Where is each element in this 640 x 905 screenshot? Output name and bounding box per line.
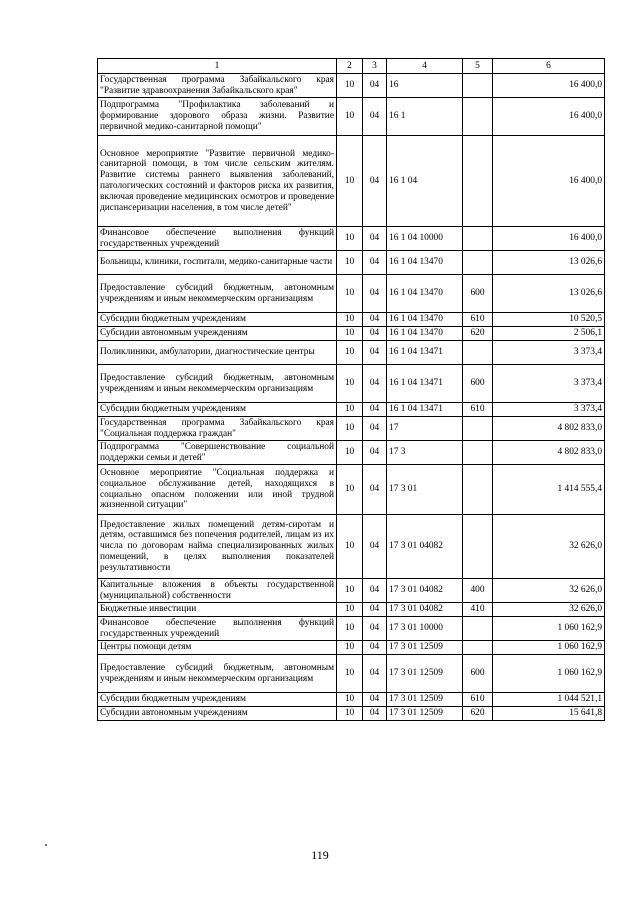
amount-cell: 1 044 521,1 <box>493 693 605 707</box>
table-row <box>98 707 605 721</box>
section-cell: 10 <box>337 707 363 721</box>
subsection-cell: 04 <box>363 655 387 693</box>
subsection-cell: 04 <box>363 341 387 365</box>
column-header: 2 <box>337 59 363 74</box>
target-code-cell: 17 3 <box>387 441 463 465</box>
section-cell: 10 <box>337 515 363 579</box>
subsection-cell: 04 <box>363 707 387 721</box>
expense-type-cell <box>463 441 493 465</box>
section-cell: 10 <box>337 579 363 603</box>
table-header <box>98 59 605 74</box>
expense-type-cell <box>463 251 493 275</box>
amount-cell: 32 626,0 <box>493 603 605 617</box>
table-row <box>98 417 605 441</box>
amount-cell: 1 060 162,9 <box>493 617 605 641</box>
name-cell: Центры помощи детям <box>98 641 337 655</box>
section-cell: 10 <box>337 403 363 417</box>
table-row <box>98 465 605 515</box>
section-cell: 10 <box>337 341 363 365</box>
name-cell: Предоставление жилых помещений детям-сиротам и детям, оставшимся без попечения родителей, лицам из их числа по договорам найма специализированных жилых помещений, в целях выполнения показателей результативности <box>98 515 337 579</box>
name-cell: Больницы, клиники, госпитали, медико-санитарные части <box>98 251 337 275</box>
expense-type-cell <box>463 417 493 441</box>
target-code-cell: 16 1 04 13471 <box>387 403 463 417</box>
name-cell: Государственная программа Забайкальского края "Развитие здравоохранения Забайкальского края" <box>98 74 337 98</box>
section-cell: 10 <box>337 617 363 641</box>
table-row <box>98 655 605 693</box>
expense-type-cell: 600 <box>463 365 493 403</box>
name-cell: Предоставление субсидий бюджетным, автономным учреждениям и иным некоммерческим организациям <box>98 655 337 693</box>
target-code-cell: 17 3 01 04082 <box>387 603 463 617</box>
amount-cell: 16 400,0 <box>493 136 605 227</box>
name-cell: Государственная программа Забайкальского края "Социальная поддержка граждан" <box>98 417 337 441</box>
expense-type-cell <box>463 136 493 227</box>
subsection-cell: 04 <box>363 579 387 603</box>
section-cell: 10 <box>337 441 363 465</box>
subsection-cell: 04 <box>363 136 387 227</box>
name-cell: Основное мероприятие "Развитие первичной медико-санитарной помощи, в том числе сельским жителям. Развитие системы раннего выявления заболеваний, патологических состояний и факторов риска их развития, включая проведение медицинских осмотров и проведение диспансеризации населения, в том числе детей" <box>98 136 337 227</box>
subsection-cell: 04 <box>363 515 387 579</box>
subsection-cell: 04 <box>363 403 387 417</box>
amount-cell: 32 626,0 <box>493 579 605 603</box>
subsection-cell: 04 <box>363 74 387 98</box>
column-header: 6 <box>493 59 605 74</box>
target-code-cell: 16 1 04 10000 <box>387 227 463 251</box>
section-cell: 10 <box>337 74 363 98</box>
column-header: 4 <box>387 59 463 74</box>
section-cell: 10 <box>337 136 363 227</box>
amount-cell: 16 400,0 <box>493 74 605 98</box>
name-cell: Основное мероприятие "Социальная поддержка и социальное обслуживание детей, находящихся в социально опасном положении или иной трудной жизненной ситуации" <box>98 465 337 515</box>
section-cell: 10 <box>337 227 363 251</box>
amount-cell: 4 802 833,0 <box>493 417 605 441</box>
table-row <box>98 136 605 227</box>
amount-cell: 1 060 162,9 <box>493 655 605 693</box>
target-code-cell: 17 3 01 04082 <box>387 515 463 579</box>
subsection-cell: 04 <box>363 98 387 136</box>
subsection-cell: 04 <box>363 365 387 403</box>
amount-cell: 15 641,8 <box>493 707 605 721</box>
budget-table <box>97 58 605 721</box>
section-cell: 10 <box>337 693 363 707</box>
expense-type-cell: 610 <box>463 403 493 417</box>
section-cell: 10 <box>337 365 363 403</box>
target-code-cell: 16 <box>387 74 463 98</box>
table-body <box>98 74 605 721</box>
expense-type-cell: 400 <box>463 579 493 603</box>
expense-type-cell <box>463 641 493 655</box>
amount-cell: 3 373,4 <box>493 365 605 403</box>
name-cell: Подпрограмма "Профилактика заболеваний и формирование здорового образа жизни. Развитие первичной медико-санитарной помощи" <box>98 98 337 136</box>
target-code-cell: 16 1 04 13471 <box>387 341 463 365</box>
target-code-cell: 17 3 01 12509 <box>387 641 463 655</box>
amount-cell: 16 400,0 <box>493 227 605 251</box>
target-code-cell: 16 1 04 13470 <box>387 327 463 341</box>
target-code-cell: 17 3 01 04082 <box>387 579 463 603</box>
amount-cell: 4 802 833,0 <box>493 441 605 465</box>
expense-type-cell: 620 <box>463 707 493 721</box>
table-row <box>98 341 605 365</box>
name-cell: Поликлиники, амбулатории, диагностические центры <box>98 341 337 365</box>
subsection-cell: 04 <box>363 327 387 341</box>
name-cell: Капитальные вложения в объекты государственной (муниципальной) собственности <box>98 579 337 603</box>
target-code-cell: 17 <box>387 417 463 441</box>
section-cell: 10 <box>337 465 363 515</box>
name-cell: Предоставление субсидий бюджетным, автономным учреждениям и иным некоммерческим организациям <box>98 365 337 403</box>
header-row <box>98 59 605 74</box>
amount-cell: 1 060 162,9 <box>493 641 605 655</box>
section-cell: 10 <box>337 251 363 275</box>
section-cell: 10 <box>337 313 363 327</box>
subsection-cell: 04 <box>363 441 387 465</box>
expense-type-cell <box>463 617 493 641</box>
table-row <box>98 74 605 98</box>
column-header: 5 <box>463 59 493 74</box>
subsection-cell: 04 <box>363 313 387 327</box>
subsection-cell: 04 <box>363 227 387 251</box>
expense-type-cell <box>463 515 493 579</box>
subsection-cell: 04 <box>363 693 387 707</box>
target-code-cell: 17 3 01 12509 <box>387 693 463 707</box>
amount-cell: 10 520,5 <box>493 313 605 327</box>
section-cell: 10 <box>337 275 363 313</box>
name-cell: Субсидии автономным учреждениям <box>98 327 337 341</box>
amount-cell: 1 414 555,4 <box>493 465 605 515</box>
target-code-cell: 16 1 04 13470 <box>387 275 463 313</box>
name-cell: Подпрограмма "Совершенствование социальной поддержки семьи и детей" <box>98 441 337 465</box>
section-cell: 10 <box>337 327 363 341</box>
scan-speck <box>45 844 47 846</box>
table-row <box>98 227 605 251</box>
table-row <box>98 617 605 641</box>
amount-cell: 3 373,4 <box>493 403 605 417</box>
subsection-cell: 04 <box>363 251 387 275</box>
table-row <box>98 693 605 707</box>
amount-cell: 32 626,0 <box>493 515 605 579</box>
page-number: 119 <box>311 848 329 862</box>
subsection-cell: 04 <box>363 617 387 641</box>
name-cell: Бюджетные инвестиции <box>98 603 337 617</box>
expense-type-cell <box>463 465 493 515</box>
expense-type-cell: 620 <box>463 327 493 341</box>
amount-cell: 2 506,1 <box>493 327 605 341</box>
target-code-cell: 17 3 01 12509 <box>387 655 463 693</box>
section-cell: 10 <box>337 603 363 617</box>
column-header: 3 <box>363 59 387 74</box>
amount-cell: 3 373,4 <box>493 341 605 365</box>
subsection-cell: 04 <box>363 641 387 655</box>
table-row <box>98 579 605 603</box>
target-code-cell: 17 3 01 12509 <box>387 707 463 721</box>
expense-type-cell <box>463 227 493 251</box>
table-row <box>98 641 605 655</box>
amount-cell: 13 026,6 <box>493 275 605 313</box>
subsection-cell: 04 <box>363 465 387 515</box>
amount-cell: 16 400,0 <box>493 98 605 136</box>
subsection-cell: 04 <box>363 603 387 617</box>
expense-type-cell: 600 <box>463 655 493 693</box>
table-row <box>98 98 605 136</box>
name-cell: Субсидии бюджетным учреждениям <box>98 693 337 707</box>
target-code-cell: 16 1 04 <box>387 136 463 227</box>
target-code-cell: 17 3 01 <box>387 465 463 515</box>
name-cell: Финансовое обеспечение выполнения функций государственных учреждений <box>98 617 337 641</box>
amount-cell: 13 026,6 <box>493 251 605 275</box>
column-header: 1 <box>98 59 337 74</box>
table-row <box>98 603 605 617</box>
table-row <box>98 365 605 403</box>
table-row <box>98 441 605 465</box>
expense-type-cell: 410 <box>463 603 493 617</box>
subsection-cell: 04 <box>363 275 387 313</box>
name-cell: Субсидии автономным учреждениям <box>98 707 337 721</box>
target-code-cell: 17 3 01 10000 <box>387 617 463 641</box>
section-cell: 10 <box>337 98 363 136</box>
table-row <box>98 251 605 275</box>
table-row <box>98 327 605 341</box>
section-cell: 10 <box>337 655 363 693</box>
name-cell: Предоставление субсидий бюджетным, автономным учреждениям и иным некоммерческим организациям <box>98 275 337 313</box>
target-code-cell: 16 1 <box>387 98 463 136</box>
section-cell: 10 <box>337 641 363 655</box>
target-code-cell: 16 1 04 13470 <box>387 251 463 275</box>
subsection-cell: 04 <box>363 417 387 441</box>
expense-type-cell: 610 <box>463 313 493 327</box>
target-code-cell: 16 1 04 13471 <box>387 365 463 403</box>
name-cell: Субсидии бюджетным учреждениям <box>98 403 337 417</box>
table-row <box>98 403 605 417</box>
expense-type-cell: 600 <box>463 275 493 313</box>
target-code-cell: 16 1 04 13470 <box>387 313 463 327</box>
expense-type-cell <box>463 74 493 98</box>
table-row <box>98 275 605 313</box>
expense-type-cell <box>463 98 493 136</box>
expense-type-cell <box>463 341 493 365</box>
name-cell: Субсидии бюджетным учреждениям <box>98 313 337 327</box>
section-cell: 10 <box>337 417 363 441</box>
name-cell: Финансовое обеспечение выполнения функций государственных учреждений <box>98 227 337 251</box>
table-row <box>98 515 605 579</box>
table-row <box>98 313 605 327</box>
expense-type-cell: 610 <box>463 693 493 707</box>
